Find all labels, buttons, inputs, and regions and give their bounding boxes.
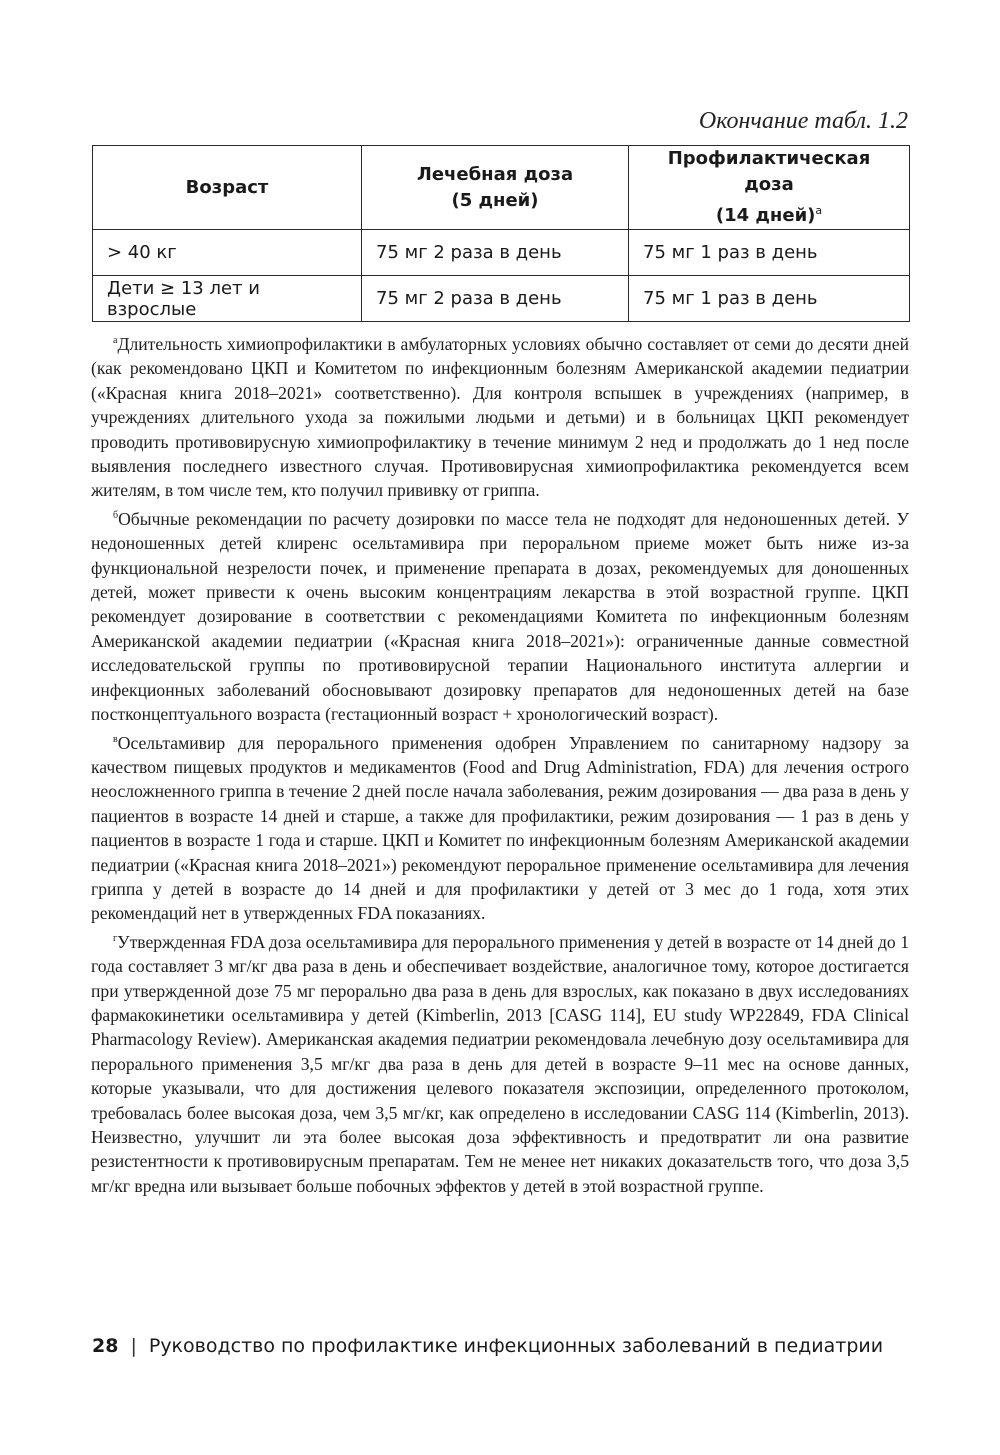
footnote-mark: б <box>113 509 119 521</box>
cell-treatment: 75 мг 2 раза в день <box>362 230 629 276</box>
footnote-text: Утвержденная FDA доза осельтамивира для перорального применения у детей в возрасте от 14 дней до 1 года составляет 3 мг/кг два раза в день и обеспечивает воздействие, аналогичное тому, которое достигается при утвержденной дозе 75 мг перорально два раза в день для взрослых, как показано в двух исследованиях фармакокинетики осельтамивира у детей (Kimberlin, 2013 [CASG 114], EU study WP22849, FDA Clinical Pharmacology Review). Американская академия педиатрии рекомендовала лечебную дозу осельтамивира для перорального применения 3,5 мг/кг два раза в день для детей в возрасте 9–11 мес на основе данных, которые указывали, что для достижения целевого показателя экспозиции, определенного протоколом, требовалась более высокая доза, чем 3,5 мг/кг, как определено в исследовании CASG 114 (Kimberlin, 2013). Неизвестно, улучшит ли эта более высокая доза эффективность и предотвратит ли она развитие резистентности к противовирусным препаратам. Тем не менее нет никаких доказательств того, что доза 3,5 мг/кг вредна или вызывает больше побочных эффектов у детей в этой возрастной группе. <box>91 931 909 1196</box>
footnote-mark: г <box>113 932 118 944</box>
footnote-g <box>91 930 909 1198</box>
header-treatment-line2: (5 дней) <box>451 189 539 211</box>
table-row <box>93 230 910 276</box>
table-row <box>93 276 910 322</box>
cell-age: Дети ≥ 13 лет и взрослые <box>93 276 362 322</box>
cell-age: > 40 кг <box>93 230 362 276</box>
cell-prophylaxis: 75 мг 1 раз в день <box>629 230 910 276</box>
header-treatment-dose <box>362 146 629 230</box>
footer-separator: | <box>130 1335 137 1357</box>
table-header-row <box>93 146 910 230</box>
header-prophylaxis-line2-wrap <box>643 198 895 229</box>
footnote-a <box>91 332 909 503</box>
header-treatment-line1: Лечебная доза <box>416 163 574 185</box>
footnote-text: Обычные рекомендации по расчету дозировки по массе тела не подходят для недоношенных детей. У недоношенных детей клиренс осельтамивира при пероральном приеме может быть ниже из-за функциональной незрелости почек, и применение препарата в дозах, рекомендуемых для доношенных детей, может привести к очень высоким концентрациям лекарства в этой возрастной группе. ЦКП рекомендует дозирование в соответствии с рекомендациями Комитета по инфекционным болезням Американской академии педиатрии («Красная книга 2018–2021»): ограниченные данные совместной исследовательской группы по противовирусной терапии Национального института аллергии и инфекционных заболеваний обосновывают дозировку препаратов для недоношенных детей на базе постконцептуального возраста (гестационный возраст + хронологический возраст). <box>91 508 909 725</box>
footnote-text: Длительность химиопрофилактики в амбулаторных условиях обычно составляет от семи до десяти дней (как рекомендовано ЦКП и Комитетом по инфекционным болезням Американской академии педиатрии («Красная книга 2018–2021» соответственно). Для контроля вспышек в учреждениях (например, в учреждениях длительного ухода за пожилыми людьми и детьми) и в больницах ЦКП рекомендует проводить противовирусную химиопрофилактику в течение минимум 2 нед и продолжать до 1 нед после выявления последнего известного случая. Противовирусная химиопрофилактика рекомендуется всем жителям, в том числе тем, кто получил прививку от гриппа. <box>91 334 909 501</box>
dosage-table <box>92 145 910 322</box>
table-caption: Окончание табл. 1.2 <box>698 108 908 134</box>
running-title: Руководство по профилактике инфекционных заболеваний в педиатрии <box>148 1335 884 1357</box>
cell-treatment: 75 мг 2 раза в день <box>362 276 629 322</box>
footnote-mark: в <box>113 733 118 745</box>
page-footer <box>92 1335 883 1357</box>
header-prophylaxis-line1: Профилактическая доза <box>667 148 871 195</box>
header-prophylaxis-dose <box>629 146 910 230</box>
footnote-b <box>91 507 909 727</box>
cell-prophylaxis: 75 мг 1 раз в день <box>629 276 910 322</box>
footnote-text: Осельтамивир для перорального применения одобрен Управлением по санитарному надзору за качеством пищевых продуктов и медикаментов (Food and Drug Administration, FDA) для лечения острого неосложненного гриппа в течение 2 дней после начала заболевания, режим дозирования — два раза в день у пациентов в возрасте 14 дней и старше, а также для профилактики, режим дозирования — 1 раз в день у пациентов в возрасте 1 года и старше. ЦКП и Комитет по инфекционным болезням Американской академии педиатрии («Красная книга 2018–2021») рекомендуют пероральное применение осельтамивира для лечения гриппа у детей в возрасте до 14 дней и для профилактики у детей от 3 мес до 1 года, хотя этих рекомендаций нет в утвержденных FDA показаниях. <box>91 732 909 924</box>
footnotes <box>91 332 909 1202</box>
page-number: 28 <box>92 1335 119 1357</box>
footnote-ref-a: а <box>815 204 823 217</box>
footnote-v <box>91 731 909 926</box>
header-prophylaxis-line2: (14 дней) <box>715 205 816 226</box>
footnote-mark: а <box>113 335 118 347</box>
header-age: Возраст <box>93 146 362 230</box>
